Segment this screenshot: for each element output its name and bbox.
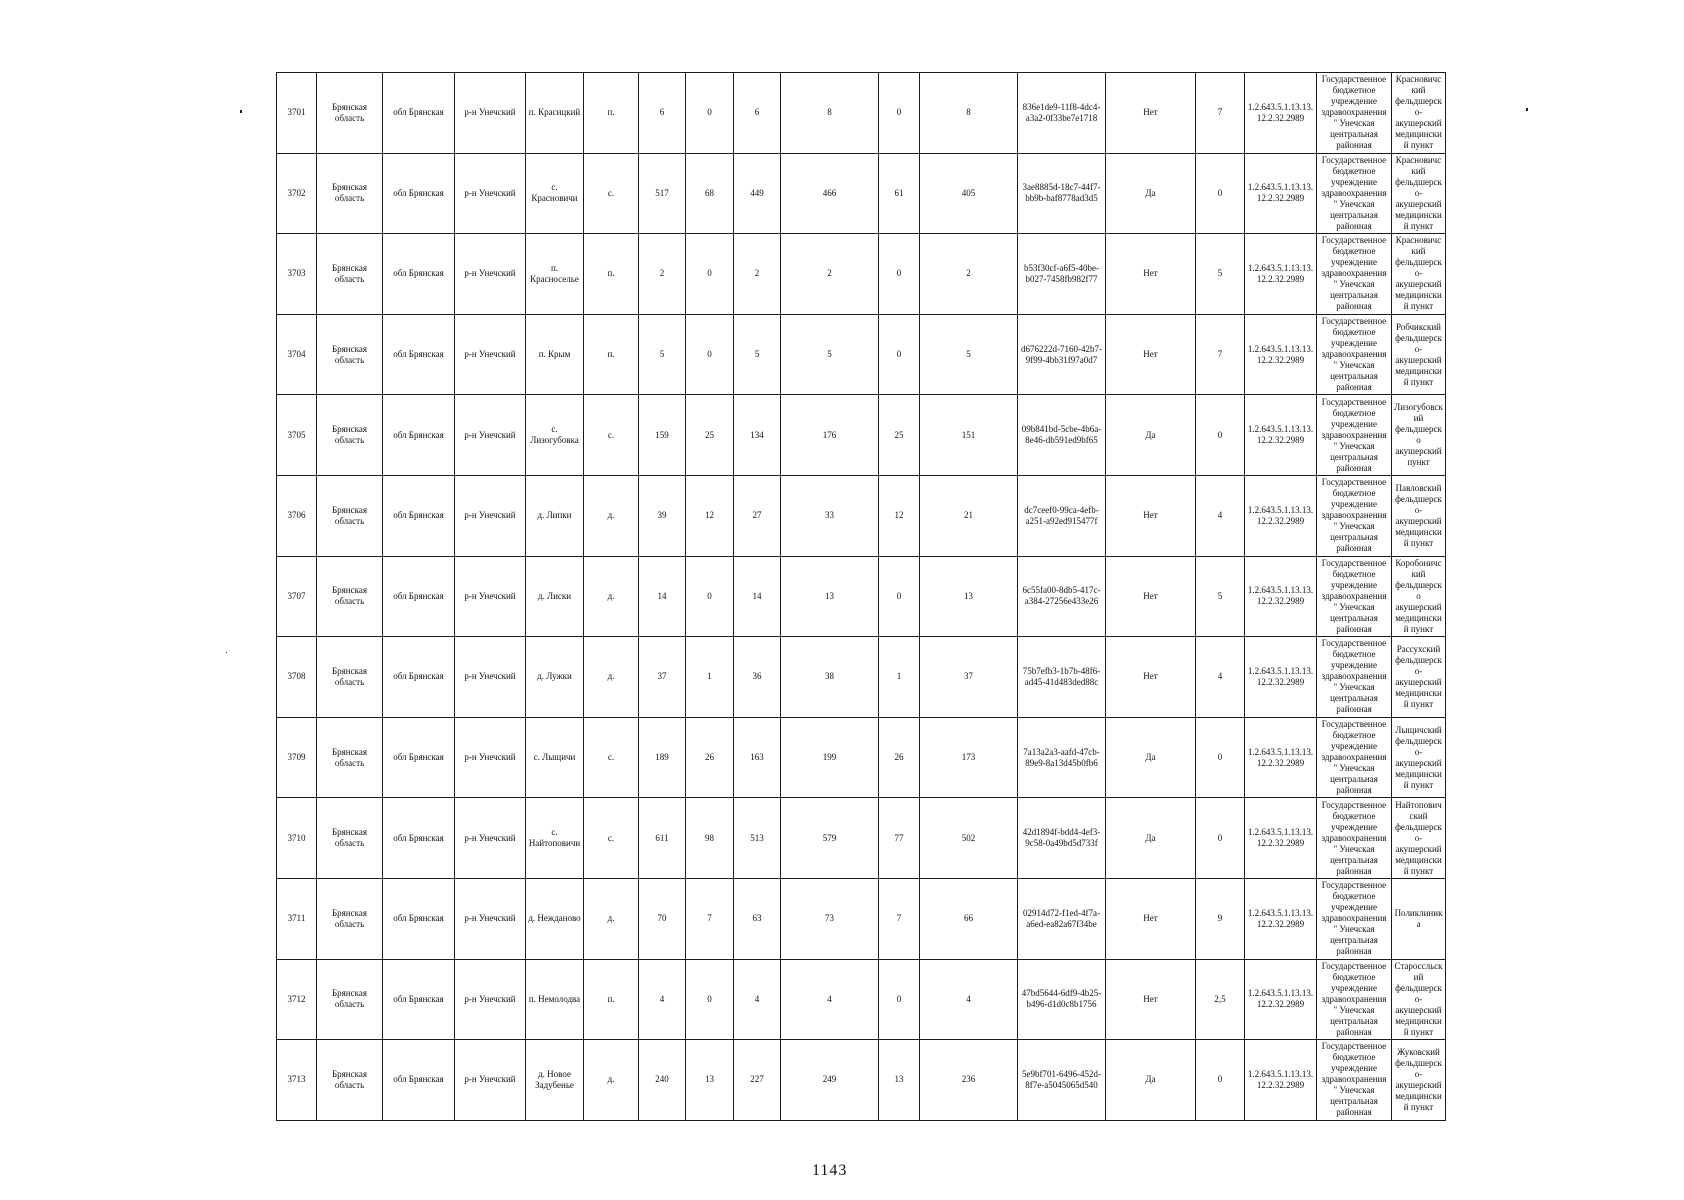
- cell-distance: 0: [1196, 395, 1245, 476]
- cell-fias-guid: b53f30cf-a6f5-40be-b027-7458fb982f77: [1018, 234, 1106, 315]
- cell-district: р-н Унечский: [455, 878, 526, 959]
- cell-settlement-type: д.: [584, 637, 639, 718]
- cell-count-5: 4: [920, 959, 1018, 1040]
- cell-population-total: 159: [639, 395, 686, 476]
- cell-population-total: 2: [639, 234, 686, 315]
- settlements-table: [276, 72, 1446, 1121]
- cell-population-total: 37: [639, 637, 686, 718]
- scan-speck: [226, 652, 227, 653]
- cell-row-id: 3712: [277, 959, 317, 1040]
- cell-distance: 7: [1196, 73, 1245, 154]
- cell-fias-guid: dc7ceef0-99ca-4efb-a251-a92ed915477f: [1018, 475, 1106, 556]
- cell-count-4: 26: [879, 717, 920, 798]
- cell-fias-guid: 42d1894f-bdd4-4ef3-9c58-0a49bd5d733f: [1018, 798, 1106, 879]
- cell-locality: д. Новое Задубенье: [526, 1040, 584, 1121]
- cell-subject: обл Брянская: [383, 637, 455, 718]
- cell-count-3: 176: [781, 395, 879, 476]
- cell-facility-flag: Нет: [1106, 73, 1196, 154]
- cell-region: Брянская область: [317, 556, 383, 637]
- table-row: [277, 637, 1446, 718]
- cell-count-5: 21: [920, 475, 1018, 556]
- cell-count-5: 66: [920, 878, 1018, 959]
- cell-locality: д. Лиски: [526, 556, 584, 637]
- cell-settlement-type: п.: [584, 234, 639, 315]
- cell-count-4: 61: [879, 153, 920, 234]
- cell-organization: Государственное бюджетное учреждение здравоохранения " Унечская центральная районная: [1317, 878, 1392, 959]
- cell-population-total: 517: [639, 153, 686, 234]
- cell-locality: д. Липки: [526, 475, 584, 556]
- cell-fias-guid: 75b7efb3-1b7b-48f6-ad45-41d483ded88c: [1018, 637, 1106, 718]
- cell-row-id: 3709: [277, 717, 317, 798]
- cell-facility-flag: Нет: [1106, 475, 1196, 556]
- cell-count-4: 0: [879, 314, 920, 395]
- cell-org-oid: 1.2.643.5.1.13.13.12.2.32.2989: [1245, 717, 1317, 798]
- cell-count-3: 466: [781, 153, 879, 234]
- cell-facility-flag: Да: [1106, 1040, 1196, 1121]
- cell-row-id: 3703: [277, 234, 317, 315]
- cell-district: р-н Унечский: [455, 475, 526, 556]
- cell-organization: Государственное бюджетное учреждение здравоохранения " Унечская центральная районная: [1317, 798, 1392, 879]
- cell-count-3: 579: [781, 798, 879, 879]
- cell-district: р-н Унечский: [455, 798, 526, 879]
- cell-fias-guid: 47bd5644-6df9-4b25-b496-d1d0c8b1756: [1018, 959, 1106, 1040]
- cell-district: р-н Унечский: [455, 717, 526, 798]
- cell-count-1: 0: [686, 959, 734, 1040]
- cell-locality: п. Немолодва: [526, 959, 584, 1040]
- cell-settlement-type: д.: [584, 556, 639, 637]
- cell-count-2: 227: [734, 1040, 781, 1121]
- cell-row-id: 3705: [277, 395, 317, 476]
- cell-count-4: 0: [879, 959, 920, 1040]
- cell-count-5: 173: [920, 717, 1018, 798]
- cell-facility-name: Староссльский фельдшерско-акушерский медицинский пункт: [1392, 959, 1446, 1040]
- cell-facility-flag: Нет: [1106, 234, 1196, 315]
- table-row: [277, 153, 1446, 234]
- cell-facility-name: Павловский фельдшерско-акушерский медицинский пункт: [1392, 475, 1446, 556]
- cell-count-1: 98: [686, 798, 734, 879]
- cell-settlement-type: п.: [584, 73, 639, 154]
- cell-locality: с. Найтоповичи: [526, 798, 584, 879]
- cell-district: р-н Унечский: [455, 556, 526, 637]
- cell-row-id: 3706: [277, 475, 317, 556]
- table-row: [277, 959, 1446, 1040]
- cell-facility-name: Робчикский фельдшерско-акушерский медицинский пункт: [1392, 314, 1446, 395]
- cell-organization: Государственное бюджетное учреждение здравоохранения " Унечская центральная районная: [1317, 959, 1392, 1040]
- cell-subject: обл Брянская: [383, 1040, 455, 1121]
- cell-district: р-н Унечский: [455, 395, 526, 476]
- cell-region: Брянская область: [317, 878, 383, 959]
- cell-fias-guid: 7a13a2a3-aafd-47cb-89e9-8a13d45b0fb6: [1018, 717, 1106, 798]
- table-row: [277, 717, 1446, 798]
- cell-count-4: 13: [879, 1040, 920, 1121]
- cell-facility-flag: Нет: [1106, 637, 1196, 718]
- cell-subject: обл Брянская: [383, 556, 455, 637]
- cell-facility-name: Лизогубовский фельдшерско акушерский пункт: [1392, 395, 1446, 476]
- cell-count-1: 26: [686, 717, 734, 798]
- cell-settlement-type: с.: [584, 153, 639, 234]
- cell-region: Брянская область: [317, 959, 383, 1040]
- table-row: [277, 395, 1446, 476]
- cell-population-total: 189: [639, 717, 686, 798]
- cell-count-1: 7: [686, 878, 734, 959]
- cell-count-5: 151: [920, 395, 1018, 476]
- table-row: [277, 234, 1446, 315]
- cell-organization: Государственное бюджетное учреждение здравоохранения " Унечская центральная районная: [1317, 475, 1392, 556]
- cell-count-4: 25: [879, 395, 920, 476]
- cell-settlement-type: д.: [584, 475, 639, 556]
- cell-settlement-type: д.: [584, 1040, 639, 1121]
- cell-region: Брянская область: [317, 637, 383, 718]
- cell-count-2: 449: [734, 153, 781, 234]
- cell-count-3: 2: [781, 234, 879, 315]
- cell-settlement-type: п.: [584, 959, 639, 1040]
- cell-subject: обл Брянская: [383, 475, 455, 556]
- cell-settlement-type: д.: [584, 878, 639, 959]
- scan-speck: [1526, 108, 1528, 111]
- cell-locality: п. Красноселье: [526, 234, 584, 315]
- cell-district: р-н Унечский: [455, 234, 526, 315]
- cell-count-1: 12: [686, 475, 734, 556]
- cell-region: Брянская область: [317, 798, 383, 879]
- cell-count-5: 13: [920, 556, 1018, 637]
- scan-speck: [240, 110, 242, 113]
- cell-subject: обл Брянская: [383, 73, 455, 154]
- cell-population-total: 6: [639, 73, 686, 154]
- cell-count-2: 134: [734, 395, 781, 476]
- cell-region: Брянская область: [317, 314, 383, 395]
- cell-facility-name: Поликлиника: [1392, 878, 1446, 959]
- cell-distance: 5: [1196, 234, 1245, 315]
- cell-count-3: 4: [781, 959, 879, 1040]
- cell-count-5: 2: [920, 234, 1018, 315]
- cell-distance: 5: [1196, 556, 1245, 637]
- cell-locality: с. Красновичи: [526, 153, 584, 234]
- cell-organization: Государственное бюджетное учреждение здравоохранения " Унечская центральная районная: [1317, 556, 1392, 637]
- cell-count-5: 5: [920, 314, 1018, 395]
- cell-facility-flag: Нет: [1106, 314, 1196, 395]
- cell-facility-flag: Да: [1106, 153, 1196, 234]
- cell-locality: д. Нежданово: [526, 878, 584, 959]
- cell-subject: обл Брянская: [383, 959, 455, 1040]
- cell-population-total: 4: [639, 959, 686, 1040]
- cell-facility-flag: Нет: [1106, 959, 1196, 1040]
- cell-count-4: 12: [879, 475, 920, 556]
- cell-org-oid: 1.2.643.5.1.13.13.12.2.32.2989: [1245, 556, 1317, 637]
- table-row: [277, 314, 1446, 395]
- cell-subject: обл Брянская: [383, 395, 455, 476]
- page-number: 1143: [812, 1162, 848, 1179]
- cell-facility-name: Красновичский фельдшерско-акушерский медицинский пункт: [1392, 73, 1446, 154]
- cell-fias-guid: 5e9bf701-6496-452d-8f7e-a5045065d540: [1018, 1040, 1106, 1121]
- cell-facility-flag: Нет: [1106, 556, 1196, 637]
- cell-org-oid: 1.2.643.5.1.13.13.12.2.32.2989: [1245, 1040, 1317, 1121]
- cell-locality: п. Крым: [526, 314, 584, 395]
- cell-facility-name: Рассухский фельдшерско-акушерский медицинский пункт: [1392, 637, 1446, 718]
- cell-locality: с. Лыщичи: [526, 717, 584, 798]
- cell-distance: 0: [1196, 153, 1245, 234]
- cell-district: р-н Унечский: [455, 314, 526, 395]
- cell-fias-guid: 836e1de9-11f8-4dc4-a3a2-0f33be7e1718: [1018, 73, 1106, 154]
- cell-org-oid: 1.2.643.5.1.13.13.12.2.32.2989: [1245, 878, 1317, 959]
- cell-facility-name: Лыщичский фельдшерско-акушерский медицинский пункт: [1392, 717, 1446, 798]
- cell-row-id: 3702: [277, 153, 317, 234]
- cell-distance: 7: [1196, 314, 1245, 395]
- table-row: [277, 475, 1446, 556]
- cell-count-5: 502: [920, 798, 1018, 879]
- cell-org-oid: 1.2.643.5.1.13.13.12.2.32.2989: [1245, 959, 1317, 1040]
- cell-count-2: 6: [734, 73, 781, 154]
- cell-population-total: 70: [639, 878, 686, 959]
- cell-org-oid: 1.2.643.5.1.13.13.12.2.32.2989: [1245, 475, 1317, 556]
- cell-district: р-н Унечский: [455, 1040, 526, 1121]
- cell-facility-name: Коробоничский фельдшерско акушерский медицинский пункт: [1392, 556, 1446, 637]
- cell-count-2: 2: [734, 234, 781, 315]
- cell-org-oid: 1.2.643.5.1.13.13.12.2.32.2989: [1245, 395, 1317, 476]
- cell-locality: п. Красицкий: [526, 73, 584, 154]
- cell-region: Брянская область: [317, 234, 383, 315]
- cell-distance: 4: [1196, 475, 1245, 556]
- cell-count-5: 37: [920, 637, 1018, 718]
- table-row: [277, 556, 1446, 637]
- cell-row-id: 3708: [277, 637, 317, 718]
- cell-org-oid: 1.2.643.5.1.13.13.12.2.32.2989: [1245, 314, 1317, 395]
- cell-organization: Государственное бюджетное учреждение здравоохранения " Унечская центральная районная: [1317, 314, 1392, 395]
- cell-count-1: 0: [686, 73, 734, 154]
- cell-count-2: 4: [734, 959, 781, 1040]
- cell-distance: 0: [1196, 798, 1245, 879]
- cell-facility-flag: Да: [1106, 798, 1196, 879]
- cell-region: Брянская область: [317, 475, 383, 556]
- table-row: [277, 798, 1446, 879]
- cell-count-5: 236: [920, 1040, 1018, 1121]
- cell-count-1: 25: [686, 395, 734, 476]
- cell-district: р-н Унечский: [455, 959, 526, 1040]
- cell-fias-guid: d676222d-7160-42b7-9f99-4bb31f97a0d7: [1018, 314, 1106, 395]
- cell-facility-flag: Да: [1106, 717, 1196, 798]
- cell-count-4: 0: [879, 73, 920, 154]
- cell-row-id: 3707: [277, 556, 317, 637]
- cell-organization: Государственное бюджетное учреждение здравоохранения " Унечская центральная районная: [1317, 234, 1392, 315]
- cell-fias-guid: 02914d72-f1ed-4f7a-a6ed-ea82a67f34be: [1018, 878, 1106, 959]
- cell-count-1: 0: [686, 556, 734, 637]
- cell-count-2: 63: [734, 878, 781, 959]
- cell-region: Брянская область: [317, 1040, 383, 1121]
- cell-count-2: 27: [734, 475, 781, 556]
- cell-facility-flag: Да: [1106, 395, 1196, 476]
- cell-settlement-type: п.: [584, 314, 639, 395]
- cell-fias-guid: 6c55fa00-8db5-417c-a384-27256e433e26: [1018, 556, 1106, 637]
- cell-count-3: 8: [781, 73, 879, 154]
- cell-count-1: 0: [686, 234, 734, 315]
- cell-distance: 0: [1196, 717, 1245, 798]
- cell-fias-guid: 3ae8885d-18c7-44f7-bb9b-baf8778ad3d5: [1018, 153, 1106, 234]
- cell-count-1: 0: [686, 314, 734, 395]
- cell-count-3: 13: [781, 556, 879, 637]
- cell-row-id: 3710: [277, 798, 317, 879]
- cell-subject: обл Брянская: [383, 234, 455, 315]
- cell-count-5: 8: [920, 73, 1018, 154]
- cell-facility-name: Красновичский фельдшерско-акушерский медицинский пункт: [1392, 234, 1446, 315]
- cell-facility-flag: Нет: [1106, 878, 1196, 959]
- cell-subject: обл Брянская: [383, 878, 455, 959]
- cell-organization: Государственное бюджетное учреждение здравоохранения " Унечская центральная районная: [1317, 153, 1392, 234]
- cell-district: р-н Унечский: [455, 73, 526, 154]
- cell-distance: 4: [1196, 637, 1245, 718]
- cell-population-total: 5: [639, 314, 686, 395]
- cell-count-5: 405: [920, 153, 1018, 234]
- cell-organization: Государственное бюджетное учреждение здравоохранения " Унечская центральная районная: [1317, 1040, 1392, 1121]
- cell-region: Брянская область: [317, 153, 383, 234]
- cell-count-2: 36: [734, 637, 781, 718]
- cell-org-oid: 1.2.643.5.1.13.13.12.2.32.2989: [1245, 798, 1317, 879]
- cell-count-4: 1: [879, 637, 920, 718]
- cell-count-1: 68: [686, 153, 734, 234]
- cell-district: р-н Унечский: [455, 153, 526, 234]
- cell-count-2: 5: [734, 314, 781, 395]
- cell-count-4: 0: [879, 556, 920, 637]
- cell-organization: Государственное бюджетное учреждение здравоохранения " Унечская центральная районная: [1317, 73, 1392, 154]
- cell-count-3: 199: [781, 717, 879, 798]
- cell-settlement-type: с.: [584, 395, 639, 476]
- cell-settlement-type: с.: [584, 798, 639, 879]
- cell-count-3: 5: [781, 314, 879, 395]
- cell-count-2: 14: [734, 556, 781, 637]
- cell-count-3: 249: [781, 1040, 879, 1121]
- cell-org-oid: 1.2.643.5.1.13.13.12.2.32.2989: [1245, 637, 1317, 718]
- cell-org-oid: 1.2.643.5.1.13.13.12.2.32.2989: [1245, 153, 1317, 234]
- cell-row-id: 3701: [277, 73, 317, 154]
- cell-distance: 2,5: [1196, 959, 1245, 1040]
- cell-population-total: 611: [639, 798, 686, 879]
- cell-count-4: 77: [879, 798, 920, 879]
- table-body: [277, 73, 1446, 1121]
- cell-district: р-н Унечский: [455, 637, 526, 718]
- cell-row-id: 3713: [277, 1040, 317, 1121]
- cell-population-total: 39: [639, 475, 686, 556]
- cell-region: Брянская область: [317, 717, 383, 798]
- cell-distance: 0: [1196, 1040, 1245, 1121]
- cell-population-total: 240: [639, 1040, 686, 1121]
- cell-subject: обл Брянская: [383, 153, 455, 234]
- cell-count-3: 73: [781, 878, 879, 959]
- cell-organization: Государственное бюджетное учреждение здравоохранения " Унечская центральная районная: [1317, 395, 1392, 476]
- table-row: [277, 73, 1446, 154]
- cell-count-4: 7: [879, 878, 920, 959]
- cell-count-2: 513: [734, 798, 781, 879]
- cell-count-4: 0: [879, 234, 920, 315]
- table-row: [277, 1040, 1446, 1121]
- cell-subject: обл Брянская: [383, 314, 455, 395]
- cell-count-3: 38: [781, 637, 879, 718]
- cell-fias-guid: 09b841bd-5cbe-4b6a-8e46-db591ed9bf65: [1018, 395, 1106, 476]
- cell-facility-name: Красновичский фельдшерско-акушерский медицинский пункт: [1392, 153, 1446, 234]
- cell-distance: 9: [1196, 878, 1245, 959]
- cell-count-1: 13: [686, 1040, 734, 1121]
- cell-locality: с. Лизогубовка: [526, 395, 584, 476]
- cell-count-1: 1: [686, 637, 734, 718]
- cell-region: Брянская область: [317, 395, 383, 476]
- cell-org-oid: 1.2.643.5.1.13.13.12.2.32.2989: [1245, 234, 1317, 315]
- cell-subject: обл Брянская: [383, 717, 455, 798]
- cell-organization: Государственное бюджетное учреждение здравоохранения " Унечская центральная районная: [1317, 717, 1392, 798]
- cell-count-3: 33: [781, 475, 879, 556]
- cell-organization: Государственное бюджетное учреждение здравоохранения " Унечская центральная районная: [1317, 637, 1392, 718]
- cell-row-id: 3704: [277, 314, 317, 395]
- cell-row-id: 3711: [277, 878, 317, 959]
- cell-population-total: 14: [639, 556, 686, 637]
- table-row: [277, 878, 1446, 959]
- cell-region: Брянская область: [317, 73, 383, 154]
- cell-locality: д. Лужки: [526, 637, 584, 718]
- cell-count-2: 163: [734, 717, 781, 798]
- cell-org-oid: 1.2.643.5.1.13.13.12.2.32.2989: [1245, 73, 1317, 154]
- cell-facility-name: Жуковский фельдшерско-акушерский медицинский пункт: [1392, 1040, 1446, 1121]
- cell-subject: обл Брянская: [383, 798, 455, 879]
- cell-facility-name: Найтоповичский фельдшерско-акушерский медицинский пункт: [1392, 798, 1446, 879]
- cell-settlement-type: с.: [584, 717, 639, 798]
